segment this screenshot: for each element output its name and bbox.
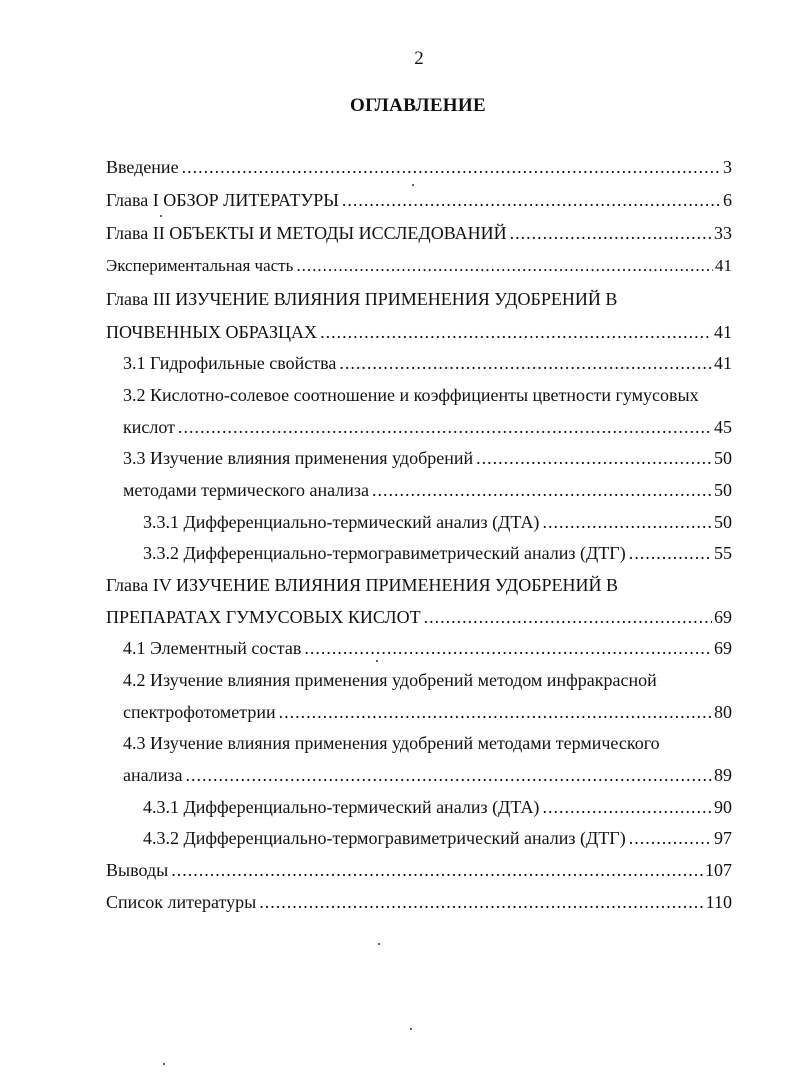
toc-entry-page: 80 (714, 702, 732, 722)
toc-entry-4-2-line-2 (123, 697, 732, 727)
toc-entry-text: ПРЕПАРАТАХ ГУМУСОВЫХ КИСЛОТ (106, 607, 421, 627)
leader-dots (424, 602, 712, 632)
toc-entry-text: Глава II ОБЪЕКТЫ И МЕТОДЫ ИССЛЕДОВАНИЙ (106, 223, 507, 243)
leader-dots (542, 792, 712, 822)
scan-speck (412, 184, 414, 186)
toc-entry-3-3-line-2 (123, 475, 732, 505)
toc-entry-4-2-line-1 (123, 665, 732, 695)
toc-entry-page: 45 (714, 417, 732, 437)
leader-dots (510, 218, 712, 248)
leader-dots (178, 412, 712, 442)
toc-entry-chapter-3-line-2 (106, 317, 732, 347)
toc-entry-text: анализа (123, 765, 183, 785)
leader-dots (629, 538, 712, 568)
toc-entry-experimental (106, 251, 732, 281)
toc-entry-page: 110 (705, 892, 732, 912)
toc-entry-page: 3 (723, 157, 732, 177)
scan-speck (378, 943, 380, 945)
toc-entry-chapter-1 (106, 185, 732, 215)
leader-dots (476, 443, 712, 473)
leader-dots (185, 760, 712, 790)
leader-dots (542, 507, 712, 537)
scan-speck (163, 1063, 165, 1065)
toc-entry-4-3-2 (143, 823, 732, 853)
toc-entry-page: 41 (715, 256, 732, 275)
toc-entry-4-1 (123, 633, 732, 663)
toc-entry-page: 69 (714, 607, 732, 627)
toc-entry-3-3-line-1 (123, 443, 732, 473)
toc-entry-page: 107 (705, 860, 732, 880)
toc-entry-page: 33 (714, 223, 732, 243)
toc-entry-text: 4.2 Изучение влияния применения удобрений методом инфракрасной (123, 670, 657, 690)
toc-entry-page: 41 (714, 353, 732, 373)
leader-dots (171, 855, 703, 885)
leader-dots (182, 152, 721, 182)
toc-entry-text: Список литературы (106, 892, 257, 912)
toc-entry-4-3-line-2 (123, 760, 732, 790)
leader-dots (629, 823, 712, 853)
scan-speck (160, 215, 162, 217)
leader-dots (279, 697, 712, 727)
leader-dots (304, 633, 712, 663)
toc-entry-3-1 (123, 348, 732, 378)
toc-entry-text: 4.3.2 Дифференциально-термогравиметрический анализ (ДТГ) (143, 828, 626, 848)
toc-entry-text: 4.1 Элементный состав (123, 638, 302, 658)
toc-entry-chapter-4-line-2 (106, 602, 732, 632)
toc-entry-page: 69 (714, 638, 732, 658)
toc-entry-text: Глава III ИЗУЧЕНИЕ ВЛИЯНИЯ ПРИМЕНЕНИЯ УДОБРЕНИЙ В (106, 289, 618, 309)
toc-entry-text: Введение (106, 157, 179, 177)
toc-entry-text: Выводы (106, 860, 169, 880)
toc-entry-text: 3.3 Изучение влияния применения удобрений (123, 448, 474, 468)
toc-entry-page: 90 (714, 797, 732, 817)
toc-entry-4-3-line-1 (123, 728, 732, 758)
toc-entry-text: ПОЧВЕННЫХ ОБРАЗЦАХ (106, 322, 318, 342)
toc-entry-page: 89 (714, 765, 732, 785)
toc-entry-text: 4.3 Изучение влияния применения удобрений методами термического (123, 733, 660, 753)
leader-dots (296, 251, 713, 281)
toc-entry-text: методами термического анализа (123, 480, 369, 500)
scan-speck (376, 660, 378, 662)
scan-speck (410, 1028, 412, 1030)
toc-entry-references (106, 887, 732, 917)
toc-entry-text: кислот (123, 417, 175, 437)
toc-entry-text: 3.3.2 Дифференциально-термогравиметрический анализ (ДТГ) (143, 543, 626, 563)
toc-entry-chapter-4-line-1 (106, 570, 732, 600)
leader-dots (320, 317, 712, 347)
toc-entry-text: 3.2 Кислотно-солевое соотношение и коэффициенты цветности гумусовых (123, 385, 699, 405)
toc-entry-introduction (106, 152, 732, 182)
toc-entry-chapter-2 (106, 218, 732, 248)
toc-entry-conclusions (106, 855, 732, 885)
toc-entry-text: Глава I ОБЗОР ЛИТЕРАТУРЫ (106, 190, 339, 210)
leader-dots (339, 348, 712, 378)
toc-entry-4-3-1 (143, 792, 732, 822)
toc-entry-page: 41 (714, 322, 732, 342)
toc-entry-page: 50 (714, 512, 732, 532)
toc-entry-text: Глава IV ИЗУЧЕНИЕ ВЛИЯНИЯ ПРИМЕНЕНИЯ УДОБРЕНИЙ В (106, 575, 619, 595)
leader-dots (372, 475, 712, 505)
toc-entry-text: 3.3.1 Дифференциально-термический анализ (ДТА) (143, 512, 540, 532)
leader-dots (342, 185, 721, 215)
toc-entry-page: 97 (714, 828, 732, 848)
toc-entry-3-3-2 (143, 538, 732, 568)
toc-entry-page: 55 (714, 543, 732, 563)
toc-entry-3-2-line-2 (123, 412, 732, 442)
toc-entry-page: 50 (714, 448, 732, 468)
toc-entry-text: Экспериментальная часть (106, 256, 294, 275)
toc-entry-3-2-line-1 (123, 380, 732, 410)
toc-entry-3-3-1 (143, 507, 732, 537)
toc-entry-chapter-3-line-1 (106, 284, 732, 314)
toc-entry-page: 50 (714, 480, 732, 500)
toc-entry-text: спектрофотометрии (123, 702, 276, 722)
page-number: 2 (414, 48, 424, 69)
toc-entry-text: 3.1 Гидрофильные свойства (123, 353, 337, 373)
leader-dots (259, 887, 703, 917)
toc-entry-page: 6 (723, 190, 732, 210)
toc-title: ОГЛАВЛЕНИЕ (350, 95, 486, 116)
toc-entry-text: 4.3.1 Дифференциально-термический анализ (ДТА) (143, 797, 540, 817)
